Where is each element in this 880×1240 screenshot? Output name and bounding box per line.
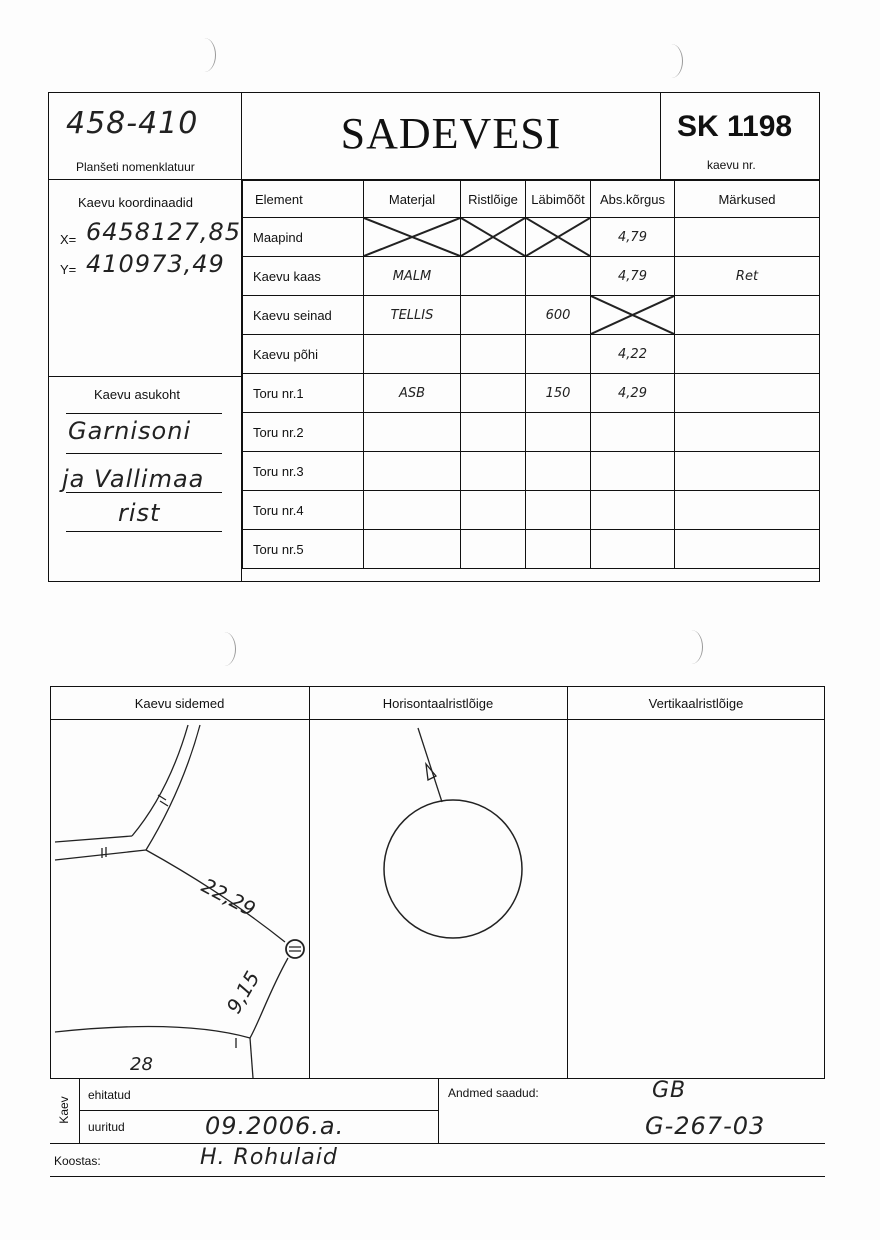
element-table bbox=[242, 180, 820, 569]
cell-element: Toru nr.1 bbox=[243, 374, 364, 413]
table-row bbox=[243, 452, 820, 491]
cell-abs bbox=[591, 491, 675, 530]
dimension-2: 9,15 bbox=[221, 966, 265, 1018]
well-outline-icon bbox=[384, 800, 522, 938]
table-row bbox=[243, 491, 820, 530]
location-rule bbox=[66, 413, 222, 414]
x-prefix: X= bbox=[60, 232, 77, 247]
koostas-label: Koostas: bbox=[54, 1154, 101, 1168]
table-row bbox=[243, 530, 820, 569]
y-coordinate-value: 410973,49 bbox=[86, 250, 225, 278]
cell-abs bbox=[591, 530, 675, 569]
cell-element: Kaevu seinad bbox=[243, 296, 364, 335]
cell-labimoot bbox=[526, 530, 591, 569]
cell-element: Toru nr.4 bbox=[243, 491, 364, 530]
cell-materjal: MALM bbox=[364, 257, 461, 296]
sketch-divider bbox=[567, 686, 568, 1079]
cell-markused bbox=[675, 296, 820, 335]
cell-ristloige bbox=[461, 452, 526, 491]
footer-rule bbox=[50, 1176, 825, 1177]
table-row bbox=[243, 296, 820, 335]
kaev-label: Kaev bbox=[57, 1096, 71, 1124]
column-header-ristloige: Ristlõige bbox=[461, 181, 526, 218]
cell-materjal bbox=[364, 335, 461, 374]
coordinates-cell bbox=[48, 180, 242, 377]
cell-element: Toru nr.5 bbox=[243, 530, 364, 569]
cell-ristloige bbox=[461, 413, 526, 452]
footer-divider bbox=[438, 1079, 439, 1143]
horizontal-section-sketch bbox=[310, 720, 567, 1078]
cell-markused bbox=[675, 452, 820, 491]
koostas-signature: H. Rohulaid bbox=[200, 1145, 338, 1170]
punch-hole bbox=[213, 632, 236, 666]
dimension-3: 28 bbox=[130, 1054, 153, 1075]
table-row bbox=[243, 413, 820, 452]
well-number-value: SK 1198 bbox=[677, 110, 793, 143]
page-title: SADEVESI bbox=[340, 109, 562, 158]
crossed-cell bbox=[591, 296, 675, 335]
col-header-vertikaal: Vertikaalristlõige bbox=[648, 696, 744, 711]
cell-markused: Ret bbox=[675, 257, 820, 296]
table-row bbox=[243, 257, 820, 296]
cell-abs: 4,29 bbox=[591, 374, 675, 413]
cell-materjal bbox=[364, 530, 461, 569]
ehitatud-label: ehitatud bbox=[88, 1088, 131, 1102]
andmed-label: Andmed saadud: bbox=[448, 1086, 539, 1100]
crossed-cell bbox=[364, 218, 461, 257]
location-line-1: Garnisoni bbox=[68, 417, 192, 445]
well-symbol-icon bbox=[286, 940, 304, 958]
cell-labimoot: 600 bbox=[526, 296, 591, 335]
cell-markused bbox=[675, 491, 820, 530]
cell-markused bbox=[675, 218, 820, 257]
x-coordinate-value: 6458127,85 bbox=[86, 218, 242, 246]
coordinates-label: Kaevu koordinaadid bbox=[78, 195, 193, 210]
cell-abs: 4,79 bbox=[591, 257, 675, 296]
well-number-label: kaevu nr. bbox=[707, 158, 756, 172]
location-cell bbox=[48, 377, 242, 582]
cell-ristloige bbox=[461, 491, 526, 530]
nomenclature-cell bbox=[48, 92, 242, 180]
footer-rule bbox=[80, 1110, 438, 1111]
punch-hole bbox=[193, 38, 216, 72]
punch-hole bbox=[660, 44, 683, 78]
uuritud-label: uuritud bbox=[88, 1120, 125, 1134]
location-label: Kaevu asukoht bbox=[94, 387, 181, 402]
cell-element: Kaevu põhi bbox=[243, 335, 364, 374]
uuritud-value: 09.2006.a. bbox=[205, 1112, 345, 1140]
cell-ristloige bbox=[461, 257, 526, 296]
cell-abs bbox=[591, 413, 675, 452]
cell-markused bbox=[675, 530, 820, 569]
cell-materjal bbox=[364, 452, 461, 491]
location-line-3: rist bbox=[118, 499, 161, 527]
cell-ristloige bbox=[461, 296, 526, 335]
well-number-cell bbox=[660, 92, 820, 180]
cell-element: Toru nr.3 bbox=[243, 452, 364, 491]
cell-abs bbox=[591, 452, 675, 491]
location-rule bbox=[66, 531, 222, 532]
connections-sketch bbox=[50, 720, 309, 1078]
cell-materjal bbox=[364, 413, 461, 452]
cell-ristloige bbox=[461, 335, 526, 374]
cell-ristloige bbox=[461, 530, 526, 569]
cell-element: Kaevu kaas bbox=[243, 257, 364, 296]
col-header-horisontaal: Horisontaalristlõige bbox=[382, 696, 494, 711]
table-row bbox=[243, 374, 820, 413]
crossed-cell bbox=[526, 218, 591, 257]
cell-element: Maapind bbox=[243, 218, 364, 257]
title-cell bbox=[242, 92, 660, 180]
footer-rule bbox=[50, 1143, 825, 1144]
column-header-element: Element bbox=[243, 181, 364, 218]
table-row bbox=[243, 218, 820, 257]
crossed-cell bbox=[461, 218, 526, 257]
cell-abs: 4,79 bbox=[591, 218, 675, 257]
nomenclature-value: 458-410 bbox=[66, 106, 199, 141]
cell-ristloige bbox=[461, 374, 526, 413]
cell-abs: 4,22 bbox=[591, 335, 675, 374]
location-line-2: ja Vallimaa bbox=[62, 465, 205, 493]
andmed-value-2: G-267-03 bbox=[645, 1112, 766, 1140]
cell-labimoot: 150 bbox=[526, 374, 591, 413]
location-rule bbox=[66, 492, 222, 493]
cell-labimoot bbox=[526, 413, 591, 452]
andmed-value-1: GB bbox=[652, 1078, 687, 1103]
col-header-kaevu-sidemed: Kaevu sidemed bbox=[134, 696, 225, 711]
column-header-labimoot: Läbimõõt bbox=[526, 181, 591, 218]
cell-materjal bbox=[364, 491, 461, 530]
cell-labimoot bbox=[526, 335, 591, 374]
column-header-markused: Märkused bbox=[675, 181, 820, 218]
cell-markused bbox=[675, 374, 820, 413]
cell-element: Toru nr.2 bbox=[243, 413, 364, 452]
cell-labimoot bbox=[526, 257, 591, 296]
cell-labimoot bbox=[526, 452, 591, 491]
cell-materjal: ASB bbox=[364, 374, 461, 413]
column-header-materjal: Materjal bbox=[364, 181, 461, 218]
y-prefix: Y= bbox=[60, 262, 77, 277]
location-rule bbox=[66, 453, 222, 454]
punch-hole bbox=[680, 630, 703, 664]
cell-labimoot bbox=[526, 491, 591, 530]
nomenclature-label: Planšeti nomenklatuur bbox=[76, 160, 195, 174]
cell-materjal: TELLIS bbox=[364, 296, 461, 335]
dimension-1: 22,29 bbox=[197, 873, 260, 922]
cell-markused bbox=[675, 335, 820, 374]
table-row bbox=[243, 335, 820, 374]
column-header-abs-korgus: Abs.kõrgus bbox=[591, 181, 675, 218]
cell-markused bbox=[675, 413, 820, 452]
